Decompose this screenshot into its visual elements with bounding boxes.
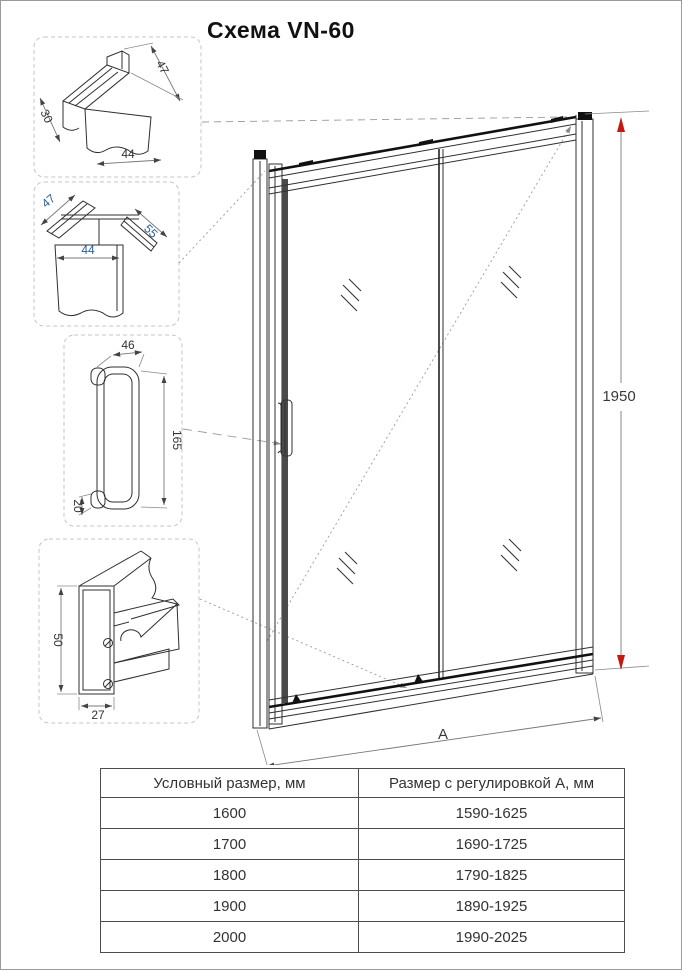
dim-label-height: 1950 [602,388,636,405]
leader-bottom-profile [200,599,407,688]
dim-label-corner-side: 55 [141,221,161,241]
size-table-cell: 1790-1825 [359,860,625,891]
dim-label-corner-width: 44 [81,243,95,257]
red-arrow-up [617,117,625,132]
door-handle [278,400,292,456]
size-table [100,768,625,953]
leader-diagonal-top-right [267,126,571,641]
size-table-cell: 1990-2025 [359,922,625,953]
size-table-row [101,860,625,891]
glass-mark [341,279,361,311]
detail-box-top-profile [34,37,201,177]
door-right-post [576,119,593,673]
size-table-cell: 2000 [101,922,359,953]
dim-label-handle-depth: 20 [71,499,85,513]
size-table-cell: 1700 [101,829,359,860]
dim-label-bottom-profile-height: 50 [51,633,65,647]
size-table-cell: 1890-1925 [359,891,625,922]
size-table-header-adjust: Размер с регулировкой А, мм [359,769,625,798]
size-table-row [101,798,625,829]
dim-width [257,676,603,765]
size-table-cell: 1900 [101,891,359,922]
detail-bottom-profile [51,551,179,722]
detail-top-profile [37,43,183,164]
detail-corner-profile [39,191,167,317]
dim-label-handle-width: 46 [121,338,135,352]
size-table-cell: 1690-1725 [359,829,625,860]
detail-box-bottom-profile [39,539,199,723]
bottom-rail [269,647,593,729]
detail-handle [71,338,184,515]
main-door-drawing [253,112,593,729]
dim-label-width: A [437,726,449,743]
page-title: Схема VN-60 [207,17,355,43]
dim-label-top-profile-width: 44 [121,147,135,161]
size-table-row [101,891,625,922]
leader-lines [179,117,571,688]
size-table-cell: 1590-1625 [359,798,625,829]
wall-profile-cap [254,150,266,159]
leader-handle [183,429,281,444]
dim-height [585,111,649,670]
dim-label-handle-height: 165 [170,429,184,451]
dim-line-47 [151,46,180,101]
size-table-header-nominal: Условный размер, мм [101,769,359,798]
track-bracket [299,160,313,167]
dim-label-top-profile-depth: 47 [153,57,172,77]
leader-top-profile [202,117,567,122]
schematic-drawing [1,1,682,765]
dim-label-bottom-profile-width: 27 [91,708,105,722]
glass-mark [501,539,521,571]
leader-corner-profile [179,171,265,263]
size-table-cell: 1600 [101,798,359,829]
dim-label-top-profile-height: 30 [37,107,56,126]
dim-line-46 [113,352,142,355]
size-table-header-row [101,769,625,798]
size-table-cell: 1800 [101,860,359,891]
size-table-row [101,829,625,860]
size-table-row [101,922,625,953]
track-bracket [419,139,433,146]
glass-mark [501,266,521,298]
glass-mark [337,552,357,584]
dim-label-corner-flange: 47 [38,191,59,211]
top-track [269,115,576,196]
right-post-cap [578,112,592,120]
